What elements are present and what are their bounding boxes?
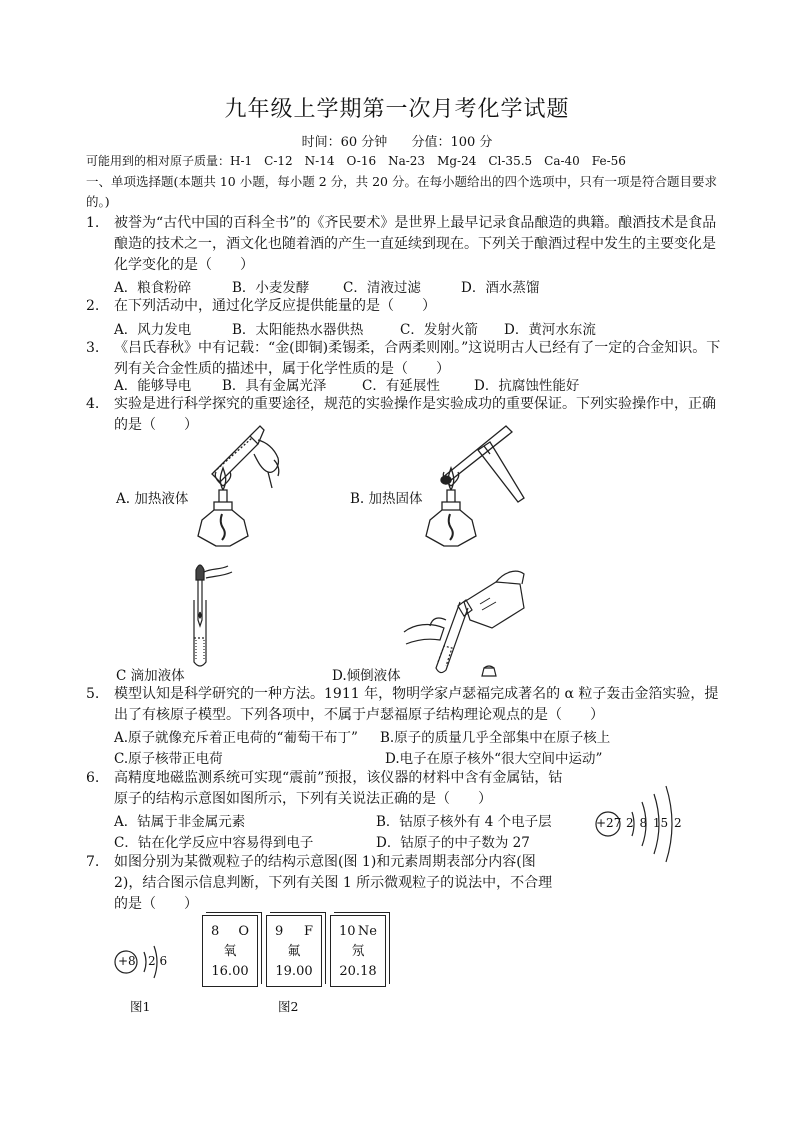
option-b: B．小麦发酵 [232, 280, 310, 296]
oxygen-shell-electrons: 2 6 [148, 954, 168, 968]
option-b: B．具有金属光泽 [222, 378, 327, 394]
atomic-number: 9 [275, 924, 284, 939]
oxygen-nucleus-label: +8 [118, 954, 136, 968]
dropping-liquid-illustration [184, 560, 244, 670]
element-name: 氟 [287, 944, 301, 959]
question-stem: 实验是进行科学探究的重要途径，规范的实验操作是实验成功的重要保证。下列实验操作中，正确的是（ ） [114, 396, 716, 433]
option-a-label: A. 加热液体 [116, 491, 189, 507]
question-stem: 《吕氏春秋》中有记载：“金(即铜)柔锡柔，合两柔则刚。”这说明古人已经有了一定的合金知识。下列有关合金性质的描述中，属于化学性质的是（ ） [114, 340, 721, 377]
question-5-options-2 [114, 747, 602, 767]
option-c-label: C 滴加液体 [116, 668, 185, 684]
question-5 [86, 684, 722, 726]
atomic-number: 10 [339, 924, 356, 939]
electron-shell [144, 952, 146, 972]
page-title: 九年级上学期第一次月考化学试题 [224, 97, 570, 122]
question-2-options [114, 318, 596, 338]
option-a: A．风力发电 [114, 322, 192, 338]
question-3-options [114, 374, 579, 394]
option-b: B．钴原子核外有 4 个电子层 [376, 814, 552, 830]
element-name: 氖 [351, 944, 365, 959]
question-stem: 被誉为“古代中国的百科全书”的《齐民要术》是世界上最早记录食品酿造的典籍。酿酒技术是食品酿造的技术之一，酒文化也随着酒的产生一直延续到现在。下列关于酿酒过程中发生的主要变化是化学变化的是（ ） [114, 215, 717, 273]
option-a: A．粮食粉碎 [114, 280, 192, 296]
heating-liquid-illustration [188, 418, 288, 548]
figure-2-caption: 图2 [278, 999, 299, 1014]
exam-meta [0, 131, 794, 150]
cobalt-shell-electrons: 2 8 15 2 [626, 816, 682, 830]
option-a: A.原子就像充斥着正电荷的“葡萄干布丁” [114, 730, 358, 746]
option-b: B.原子的质量几乎全部集中在原子核上 [380, 730, 611, 746]
option-c: C．发射火箭 [400, 322, 478, 338]
option-d: D．酒水蒸馏 [461, 280, 540, 296]
question-stem: 高精度地磁监测系统可实现“震前”预报，该仪器的材料中含有金属钴，钴原子的结构示意图如图所示，下列有关说法正确的是（ ） [114, 770, 563, 807]
option-d-label: D.倾倒液体 [332, 668, 401, 684]
heating-solid-illustration [420, 418, 530, 548]
option-a: A．钴属于非金属元素 [114, 814, 246, 830]
question-number: 5. [86, 686, 100, 702]
cobalt-nucleus-label: +27 [596, 816, 622, 830]
exam-score: 分值：100 分 [411, 135, 493, 150]
question-stem: 在下列活动中，通过化学反应提供能量的是（ ） [114, 298, 436, 314]
option-c: C．钴在化学反应中容易得到电子 [114, 835, 314, 851]
atomic-masses: 可能用到的相对原子质量：H-1 C-12 N-14 O-16 Na-23 Mg-24 Cl-35.5 Ca-40 Fe-56 [86, 154, 626, 168]
atomic-mass: 19.00 [275, 964, 313, 979]
figure-1-caption: 图1 [130, 999, 151, 1014]
option-d: D．抗腐蚀性能好 [474, 378, 580, 394]
atomic-mass: 20.18 [339, 964, 377, 979]
question-1-options [114, 276, 539, 296]
option-b: B．太阳能热水器供热 [232, 322, 364, 338]
question-number: 1. [86, 215, 100, 231]
option-c: C．清液过滤 [343, 280, 421, 296]
option-c: C．有延展性 [362, 378, 440, 394]
question-number: 4. [86, 396, 100, 412]
element-symbol: Ne [357, 924, 377, 939]
question-number: 2. [86, 298, 100, 314]
option-d: D.电子在原子核外“很大空间中运动” [385, 751, 603, 767]
question-2 [86, 296, 722, 317]
question-stem: 模型认知是科学研究的一种方法。1911 年，物明学家卢瑟福完成著名的 α 粒子轰击金箔实验，提出了有核原子模型。下列各项中，不属于卢瑟福原子结构理论观点的是（ ） [114, 686, 719, 723]
element-symbol: O [238, 924, 249, 939]
question-stem: 如图分别为某微观粒子的结构示意图(图 1)和元素周期表部分内容(图 2)，结合图示信息判断，下列有关图 1 所示微观粒子的说法中，不合理的是（ ） [114, 854, 553, 912]
option-b-label: B. 加热固体 [350, 491, 423, 507]
option-d: D．黄河水东流 [504, 322, 596, 338]
question-5-options [114, 726, 610, 746]
question-number: 6. [86, 770, 100, 786]
option-d: D．钴原子的中子数为 27 [376, 835, 530, 851]
question-7 [86, 852, 566, 915]
element-name: 氧 [223, 944, 237, 959]
question-number: 7. [86, 854, 100, 870]
periodic-cell-fluorine [266, 915, 322, 987]
periodic-cell-oxygen [202, 915, 258, 987]
pouring-liquid-illustration [400, 568, 530, 678]
question-6 [86, 768, 566, 810]
atomic-number: 8 [211, 924, 220, 939]
question-6-options [114, 810, 552, 830]
option-a: A．能够导电 [114, 378, 192, 394]
question-number: 3. [86, 340, 100, 356]
question-1 [86, 213, 722, 276]
atomic-mass: 16.00 [211, 964, 249, 979]
periodic-cell-neon [330, 915, 386, 987]
element-symbol: F [303, 924, 313, 939]
exam-time: 时间：60 分钟 [301, 135, 388, 150]
question-6-options-2 [114, 831, 530, 851]
question-4 [86, 394, 722, 436]
section-heading: 一、单项选择题(本题共 10 小题，每小题 2 分，共 20 分。在每小题给出的四个选项中，只有一项是符合题目要求的。) [86, 174, 717, 209]
option-c: C.原子核带正电荷 [114, 751, 223, 767]
